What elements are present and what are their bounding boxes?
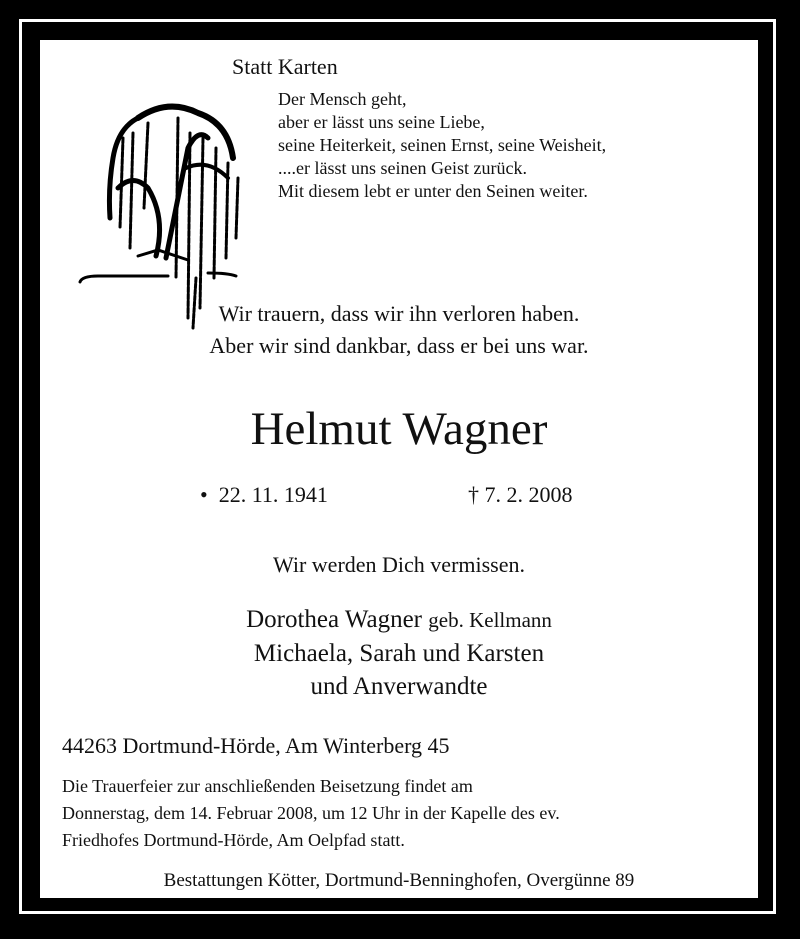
birth-date-text: 22. 11. 1941 bbox=[218, 482, 328, 507]
cross-icon: † bbox=[468, 482, 479, 507]
undertaker: Bestattungen Kötter, Dortmund-Benninghofen, Overgünne 89 bbox=[163, 870, 635, 891]
family-names bbox=[40, 603, 758, 703]
poem-line: Mit diesem lebt er unter den Seinen weiter. bbox=[278, 181, 588, 201]
mourning-line: Aber wir sind dankbar, dass er bei uns war. bbox=[209, 333, 589, 358]
deceased-name: Helmut Wagner bbox=[250, 403, 548, 455]
children-names: Michaela, Sarah und Karsten bbox=[253, 640, 545, 667]
maiden-name: geb. Kellmann bbox=[428, 608, 552, 632]
birth-date bbox=[200, 482, 328, 508]
ceremony-text bbox=[62, 773, 560, 854]
miss-text: Wir werden Dich vermissen. bbox=[272, 552, 526, 577]
relatives: und Anverwandte bbox=[310, 673, 488, 700]
mourning-line: Wir trauern, dass wir ihn verloren haben. bbox=[218, 301, 580, 326]
address: 44263 Dortmund-Hörde, Am Winterberg 45 bbox=[62, 733, 450, 758]
ceremony-line: Die Trauerfeier zur anschließenden Beisetzung findet am bbox=[62, 776, 473, 796]
death-date bbox=[468, 482, 573, 508]
obituary-notice bbox=[40, 40, 758, 898]
spouse-name: Dorothea Wagner bbox=[246, 606, 423, 633]
poem-line: seine Heiterkeit, seinen Ernst, seine Weisheit, bbox=[278, 135, 607, 155]
ceremony-line: Donnerstag, dem 14. Februar 2008, um 12 Uhr in der Kapelle des ev. bbox=[62, 803, 560, 823]
poem-line: Der Mensch geht, bbox=[278, 89, 407, 109]
poem-line: aber er lässt uns seine Liebe, bbox=[278, 112, 485, 132]
poem bbox=[278, 88, 606, 203]
death-date-text: 7. 2. 2008 bbox=[484, 482, 573, 507]
birth-symbol: • bbox=[200, 482, 208, 507]
poem-line: ....er lässt uns seinen Geist zurück. bbox=[278, 158, 527, 178]
ceremony-line: Friedhofes Dortmund-Hörde, Am Oelpfad statt. bbox=[62, 830, 405, 850]
header-text: Statt Karten bbox=[232, 54, 338, 79]
mourning-text bbox=[40, 298, 758, 362]
